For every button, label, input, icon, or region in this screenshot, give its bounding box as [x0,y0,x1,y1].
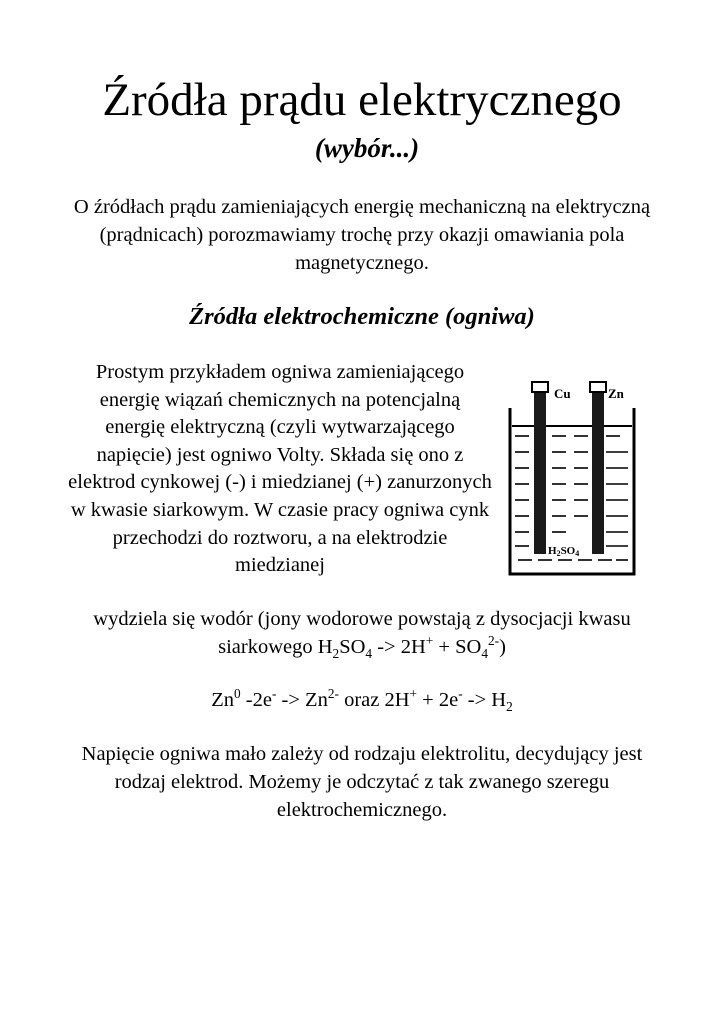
zinc-electrode [592,392,604,554]
intro-paragraph: O źródłach prądu zamieniających energię mechaniczną na elektryczną (prądnicach) porozmawiamy trochę przy okazji omawiania pola magnetycznego. [73,196,651,274]
final-paragraph: Napięcie ogniwa mało zależy od rodzaju elektrolitu, decydujący jest rodzaj elektrod. Możemy je odczytać z tak zwanego szeregu elektrochemicznego. [81,743,643,821]
section-heading: Źródła elektrochemiczne (ogniwa) [189,303,535,330]
copper-terminal [532,382,548,392]
electrolyte-dashes [515,436,628,560]
copper-electrode [534,392,546,554]
label-h2so4: H2SO4 [548,545,580,558]
page-title: Źródła prądu elektrycznego [102,74,622,126]
reaction-equation: Zn$^0$ $-2e^- -> Zn^{2-}$ oraz $2H^+ + 2e^- -> H_2$ [211,686,513,715]
zinc-terminal [590,382,606,392]
page-subtitle: (wybór...) [314,133,420,163]
volta-description-paragraph: Prostym przykładem ogniwa zamieniającego energię wiązań chemicznych na potencjalną energię elektryczną (czyli wytwarzającego napięcie) jest ogniwo Volty. Składa się ono z elektrod cynkowej (-) i miedzianej (+) zanurzonych w kwasie siarkowym. W czasie pracy ogniwa cynk przechodzi do roztworu, a na elektrodzie miedzianej [68,361,492,577]
volta-cell-diagram [496,378,640,588]
label-cu: Cu [554,386,571,401]
label-zn: Zn [608,386,624,401]
continuation-paragraph: wydziela się wodór (jony wodorowe powstają z dysocjacji kwasu siarkowego $H_2SO_4 -> 2H^+ + SO_4^{2-}$) [93,608,631,662]
